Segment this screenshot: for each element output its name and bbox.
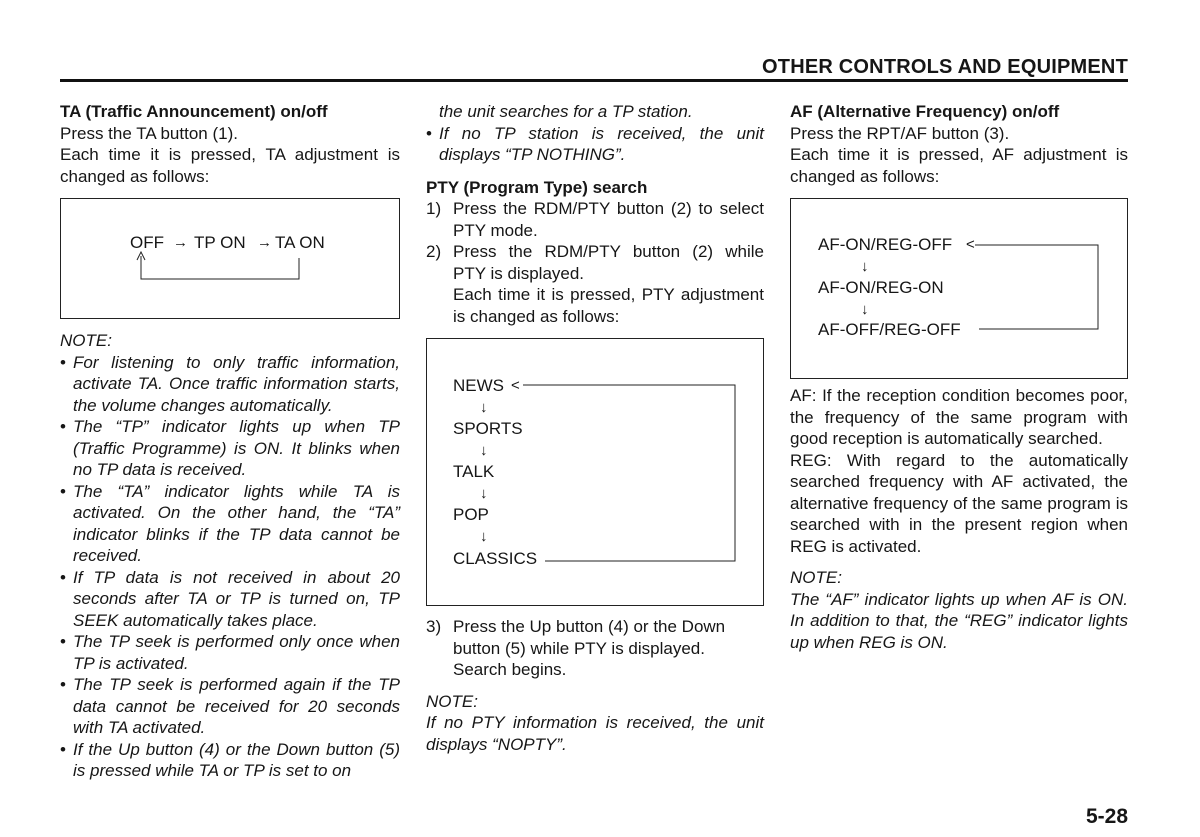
pty-step-2	[426, 241, 764, 327]
af-heading: AF (Alternative Frequency) on/off	[790, 102, 1060, 121]
af-cycle-af-off-reg-off: AF-OFF/REG-OFF	[818, 320, 961, 339]
ta-cycle-arrow-2: →	[257, 234, 272, 251]
ta-note-item: • The TP seek is performed again if the TP data cannot be received for 20 seconds with TA activated.	[60, 674, 400, 739]
pty-bullet-item: • If no TP station is received, the unit displays “TP NOTHING”.	[426, 123, 764, 166]
af-cycle-down-arrow: ↓	[861, 258, 869, 275]
ta-cycle-arrow-1: →	[173, 234, 188, 251]
step-extra-text: Search begins.	[453, 660, 567, 679]
step-text: Press the RDM/PTY button (2) to select PTY mode.	[453, 199, 764, 240]
pty-cycle-left-arrow: <	[511, 377, 520, 394]
ta-note-list	[60, 352, 400, 782]
pty-cycle-down-arrow: ↓	[480, 528, 488, 545]
pty-cycle-talk: TALK	[453, 462, 495, 481]
pty-cycle-down-arrow: ↓	[480, 485, 488, 502]
column-ta	[60, 101, 400, 782]
ta-cycle-ta-on: TA ON	[275, 233, 325, 252]
step-text: Press the Up button (4) or the Down button (5) while PTY is displayed.	[453, 617, 726, 658]
step-text: Press the RDM/PTY button (2) while PTY is displayed.	[453, 242, 764, 283]
pty-cycle-pop: POP	[453, 505, 489, 524]
ta-return-arrow	[61, 199, 401, 320]
pty-steps-continued	[426, 616, 764, 681]
pty-heading: PTY (Program Type) search	[426, 177, 648, 197]
pty-continuation-text: the unit searches for a TP station.	[439, 102, 693, 121]
af-press-instruction: Press the RPT/AF button (3).	[790, 123, 1010, 143]
pty-note-label: NOTE:	[426, 691, 478, 711]
reg-description: REG: With regard to the automatically searched frequency with AF activated, the alternative frequency of the same program is searched with in the present region when REG is activated.	[790, 450, 1128, 556]
pty-step-3	[426, 616, 764, 681]
ta-note-item: • The TP seek is performed only once when TP is activated.	[60, 631, 400, 674]
pty-cycle-down-arrow: ↓	[480, 399, 488, 416]
page-header	[60, 56, 1128, 82]
af-cycle-down-arrow: ↓	[861, 301, 869, 318]
ta-cycle-diagram	[60, 198, 400, 319]
ta-change-description: Each time it is pressed, TA adjustment is changed as follows:	[60, 145, 400, 186]
af-description: AF: If the reception condition becomes poor, the frequency of the same program with good reception is automatically searched.	[790, 386, 1128, 448]
page-number: 5-28	[1085, 805, 1128, 828]
pty-cycle-diagram	[426, 338, 764, 606]
af-note-text: The “AF” indicator lights up when AF is ON. In addition to that, the “REG” indicator lights up when REG is ON.	[790, 589, 1128, 652]
ta-note-item: • The “TA” indicator lights while TA is activated. On the other hand, the “TA” indicator blinks if the TP data cannot be received.	[60, 481, 400, 567]
af-cycle-left-arrow: <	[966, 236, 975, 253]
af-cycle-af-on-reg-on: AF-ON/REG-ON	[818, 278, 944, 297]
af-cycle-af-on-reg-off: AF-ON/REG-OFF	[818, 235, 953, 254]
ta-note-item: • If the Up button (4) or the Down button (5) is pressed while TA or TP is set to on	[60, 739, 400, 782]
column-pty	[426, 101, 764, 755]
ta-note-label: NOTE:	[60, 331, 112, 350]
ta-note-item: • The “TP” indicator lights up when TP (Traffic Programme) is ON. It blinks when no TP data is received.	[60, 416, 400, 481]
pty-cycle-down-arrow: ↓	[480, 442, 488, 459]
ta-cycle-off: OFF	[130, 233, 164, 252]
step-extra-text: Each time it is pressed, PTY adjustment is changed as follows:	[453, 285, 764, 326]
ta-heading: TA (Traffic Announcement) on/off	[60, 102, 328, 121]
pty-cycle-news: NEWS	[453, 376, 504, 395]
pty-cycle-classics: CLASSICS	[453, 549, 538, 568]
step-number: 2)	[426, 242, 442, 261]
af-cycle-diagram	[790, 198, 1128, 379]
ta-note-item: • If TP data is not received in about 20 seconds after TA or TP is turned on, TP SEEK automatically takes place.	[60, 567, 400, 632]
ta-cycle-tp-on: TP ON	[194, 233, 246, 252]
pty-step-1	[426, 198, 764, 241]
pty-cycle-sports: SPORTS	[453, 419, 523, 438]
af-change-description: Each time it is pressed, AF adjustment is changed as follows:	[790, 145, 1128, 186]
step-number: 1)	[426, 199, 442, 218]
section-title: OTHER CONTROLS AND EQUIPMENT	[762, 56, 1128, 78]
column-af	[790, 101, 1128, 653]
ta-press-instruction: Press the TA button (1).	[60, 123, 238, 143]
pty-bullet-list	[426, 123, 764, 166]
ta-note-item: • For listening to only traffic information, activate TA. Once traffic information starts, the volume changes automatically.	[60, 352, 400, 417]
step-number: 3)	[426, 617, 442, 636]
pty-note-text: If no PTY information is received, the unit displays “NOPTY”.	[426, 713, 764, 754]
pty-steps	[426, 198, 764, 327]
af-note-label: NOTE:	[790, 568, 842, 587]
